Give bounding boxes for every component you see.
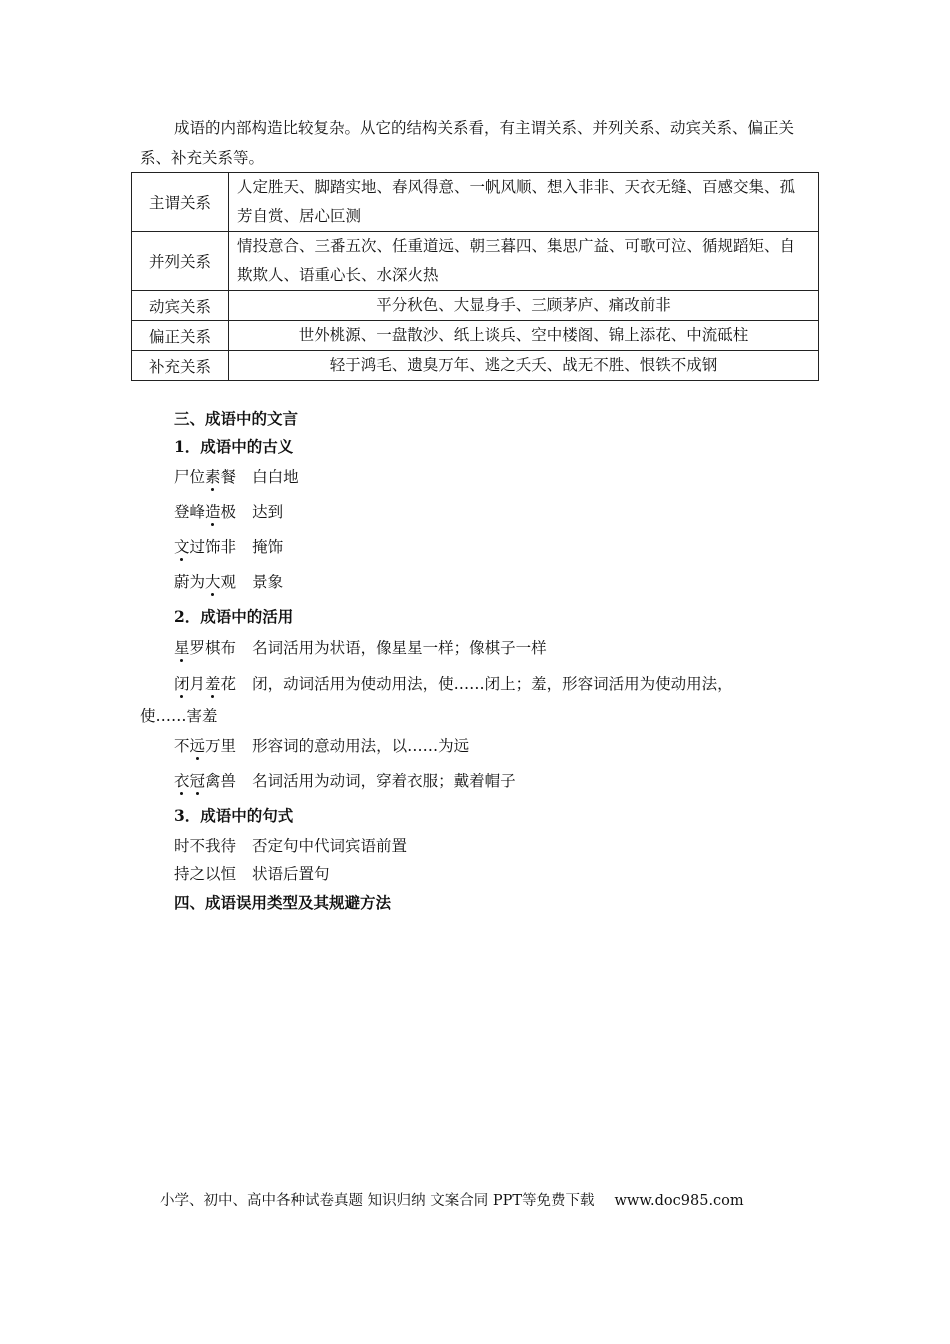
idiom: 登峰造极 <box>174 503 237 521</box>
gloss: 景象 <box>252 573 284 591</box>
gloss: 名词活用为状语，像星星一样；像棋子一样 <box>252 639 547 657</box>
relation-type: 补充关系 <box>132 351 229 381</box>
emphasis-dot-char: 素 <box>205 468 221 486</box>
footer-url[interactable]: www.doc985.com <box>614 1193 744 1209</box>
gloss: 白白地 <box>252 468 299 486</box>
list-item <box>174 768 516 794</box>
gloss: 形容词的意动用法，以……为远 <box>252 737 470 755</box>
gloss: 名词活用为动词，穿着衣服；戴着帽子 <box>252 772 516 790</box>
relation-type: 动宾关系 <box>132 291 229 321</box>
emphasis-dot-char: 衣 <box>174 772 190 790</box>
list-item <box>174 635 547 661</box>
list-item <box>174 833 407 859</box>
emphasis-dot-char: 羞 <box>205 675 221 693</box>
table-row <box>132 232 819 291</box>
intro-paragraph: 成语的内部构造比较复杂。从它的结构关系看，有主谓关系、并列关系、动宾关系、偏正关系、补充关系等。 <box>140 119 795 167</box>
list-item <box>174 534 283 560</box>
emphasis-dot-char: 冠 <box>189 772 206 790</box>
subsection-title: 1．成语中的古义 <box>174 437 294 456</box>
idiom: 尸位素餐 <box>174 468 237 486</box>
relation-examples: 人定胜天、脚踏实地、春风得意、一帆风顺、想入非非、天衣无缝、百感交集、孤芳自赏、居心叵测 <box>229 173 819 232</box>
relation-examples: 平分秋色、大显身手、三顾茅庐、痛改前非 <box>229 291 819 321</box>
idiom: 闭月羞花 <box>174 675 237 693</box>
relation-type: 并列关系 <box>132 232 229 291</box>
footer-text: 小学、初中、高中各种试卷真题 知识归纳 文案合同 PPT等免费下载 <box>160 1193 595 1209</box>
relation-type: 偏正关系 <box>132 321 229 351</box>
gloss-continuation: 使……害羞 <box>140 707 218 725</box>
idiom: 蔚为大观 <box>174 573 237 591</box>
idiom: 持之以恒 <box>174 865 237 883</box>
gloss: 掩饰 <box>252 538 284 556</box>
relation-type: 主谓关系 <box>132 173 229 232</box>
idiom: 文过饰非 <box>174 538 237 556</box>
relation-examples: 轻于鸿毛、遗臭万年、逃之夭夭、战无不胜、恨铁不成钢 <box>229 351 819 381</box>
idiom: 衣冠禽兽 <box>174 772 237 790</box>
emphasis-dot-char: 远 <box>189 737 206 755</box>
emphasis-dot-char: 闭 <box>174 675 190 693</box>
emphasis-dot-char: 文 <box>174 538 190 556</box>
idiom: 星罗棋布 <box>174 639 237 657</box>
subsection-title: 2．成语中的活用 <box>174 607 294 626</box>
page-footer <box>160 1189 744 1210</box>
subsection-title: 3．成语中的句式 <box>174 806 294 825</box>
table-row <box>132 291 819 321</box>
section3-title: 三、成语中的文言 <box>174 409 299 428</box>
idiom-structure-table <box>131 172 819 381</box>
list-item <box>174 861 330 887</box>
emphasis-dot-char: 星 <box>174 639 190 657</box>
section4-title: 四、成语误用类型及其规避方法 <box>174 893 392 912</box>
gloss: 状语后置句 <box>252 865 330 883</box>
relation-examples: 情投意合、三番五次、任重道远、朝三暮四、集思广益、可歌可泣、循规蹈矩、自欺欺人、语重心长、水深火热 <box>229 232 819 291</box>
list-item <box>174 464 299 490</box>
list-item <box>174 671 733 697</box>
list-item-continuation <box>140 703 218 729</box>
idiom: 不远万里 <box>174 737 237 755</box>
table-row <box>132 321 819 351</box>
list-item <box>174 499 283 525</box>
gloss: 闭，动词活用为使动用法，使……闭上；羞，形容词活用为使动用法， <box>252 675 733 693</box>
list-item <box>174 569 283 595</box>
list-item <box>174 733 469 759</box>
table-row <box>132 351 819 381</box>
emphasis-dot-char: 造 <box>205 503 221 521</box>
idiom: 时不我待 <box>174 837 237 855</box>
gloss: 达到 <box>252 503 284 521</box>
table-row <box>132 173 819 232</box>
relation-examples: 世外桃源、一盘散沙、纸上谈兵、空中楼阁、锦上添花、中流砥柱 <box>229 321 819 351</box>
gloss: 否定句中代词宾语前置 <box>252 837 408 855</box>
emphasis-dot-char: 大 <box>205 573 221 591</box>
